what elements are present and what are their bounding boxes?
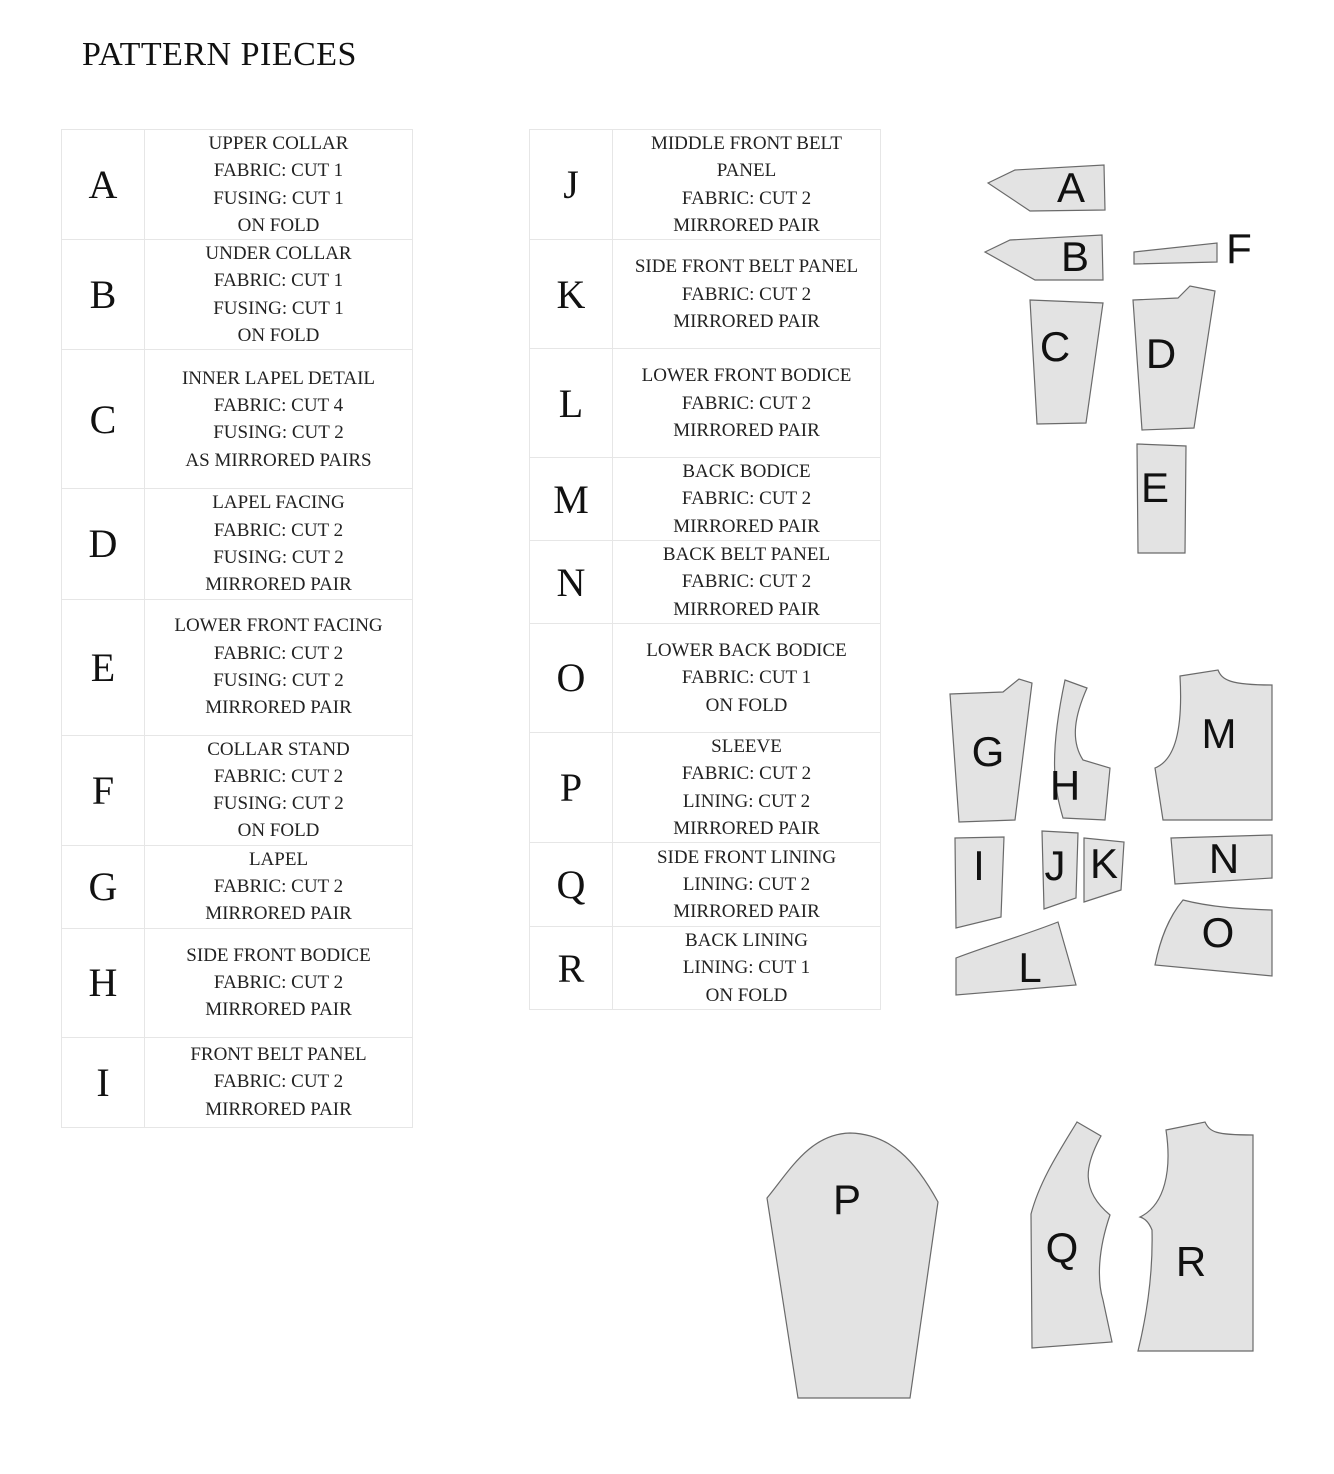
piece-label: J	[1044, 842, 1066, 889]
legend-line: FUSING: CUT 1	[213, 297, 344, 319]
piece-a-shape	[988, 165, 1105, 211]
legend-line: LOWER FRONT FACING	[174, 615, 383, 637]
piece-label: A	[1056, 164, 1086, 211]
legend-line: MIRRORED PAIR	[205, 999, 352, 1021]
legend-line: BACK BELT PANEL	[662, 544, 831, 566]
legend-letter: R	[530, 927, 613, 1010]
legend-line: FABRIC: CUT 1	[681, 667, 812, 689]
legend-line: FABRIC: CUT 2	[681, 283, 812, 305]
piece-k	[1084, 838, 1124, 902]
piece-f	[1134, 225, 1252, 272]
legend-line: SIDE FRONT LINING	[656, 846, 837, 868]
legend-line: ON FOLD	[705, 984, 788, 1006]
legend-line: FUSING: CUT 2	[213, 670, 344, 692]
legend-letter: B	[62, 240, 145, 350]
legend-line: FABRIC: CUT 1	[213, 160, 344, 182]
piece-i	[955, 837, 1004, 928]
page-title: PATTERN PIECES	[82, 36, 357, 73]
legend-letter: F	[62, 735, 145, 845]
piece-o	[1155, 900, 1272, 976]
piece-label: B	[1060, 233, 1090, 280]
legend-letter: J	[530, 130, 613, 240]
legend-line: FABRIC: CUT 2	[213, 1071, 344, 1093]
legend-line: LINING: CUT 2	[682, 874, 811, 895]
legend-letter: E	[62, 599, 145, 735]
legend-letter: Q	[530, 843, 613, 927]
legend-line: MIRRORED PAIR	[205, 574, 352, 596]
legend-line: FABRIC: CUT 2	[213, 765, 344, 787]
legend-line: FRONT BELT PANEL	[190, 1044, 367, 1066]
piece-label: E	[1140, 464, 1170, 511]
piece-l-shape	[956, 922, 1076, 995]
piece-g	[950, 679, 1032, 822]
legend-letter: M	[530, 458, 613, 541]
legend-line: FABRIC: CUT 2	[681, 763, 812, 785]
legend-letter: A	[62, 130, 145, 240]
piece-r	[1138, 1122, 1253, 1351]
legend-line: LINING: CUT 2	[682, 790, 811, 812]
piece-label: I	[973, 842, 985, 889]
legend-letter: O	[530, 623, 613, 732]
legend-line: FABRIC: CUT 1	[213, 270, 344, 292]
piece-c	[1030, 300, 1103, 424]
legend-line: FUSING: CUT 2	[213, 546, 344, 568]
legend-line: MIRRORED PAIR	[205, 903, 352, 925]
legend-line: FABRIC: CUT 2	[213, 519, 344, 541]
legend-line: MIRRORED PAIR	[205, 697, 352, 719]
legend-line: FABRIC: CUT 2	[681, 571, 812, 593]
legend-line: COLLAR STAND	[207, 738, 350, 760]
legend-line: FABRIC: CUT 4	[213, 395, 344, 417]
legend-line: FABRIC: CUT 2	[213, 642, 344, 664]
piece-p-shape	[767, 1133, 938, 1398]
legend-line: MIRRORED PAIR	[673, 817, 820, 839]
piece-h	[1050, 680, 1110, 820]
piece-e	[1137, 444, 1186, 553]
legend-line: MIRRORED PAIR	[673, 214, 820, 236]
legend-line: FUSING: CUT 2	[213, 793, 344, 815]
legend-line: ON FOLD	[237, 214, 320, 236]
legend-line: MIRRORED PAIR	[673, 901, 820, 923]
legend-line: MIRRORED PAIR	[205, 1098, 352, 1120]
legend-line: FABRIC: CUT 2	[213, 876, 344, 898]
legend-line: MIRRORED PAIR	[673, 310, 820, 332]
legend-line: MIRRORED PAIR	[673, 515, 820, 537]
legend-line: LINING: CUT 1	[682, 957, 811, 979]
legend-line: LOWER BACK BODICE	[646, 640, 847, 662]
legend-line: SIDE FRONT BELT PANEL	[634, 256, 859, 278]
piece-label: O	[1201, 909, 1235, 956]
legend-letter: C	[62, 350, 145, 489]
legend-line: FABRIC: CUT 2	[213, 971, 344, 993]
piece-label: C	[1039, 323, 1071, 370]
piece-label: H	[1049, 762, 1081, 809]
piece-f-shape	[1134, 243, 1217, 264]
legend-line: UPPER COLLAR	[208, 133, 349, 154]
piece-r-shape	[1138, 1122, 1253, 1351]
piece-q	[1031, 1122, 1112, 1348]
legend-letter: G	[62, 845, 145, 928]
legend-line: BACK LINING	[685, 930, 808, 952]
piece-n	[1171, 835, 1272, 884]
piece-label: M	[1201, 710, 1237, 757]
piece-d	[1133, 286, 1215, 430]
legend-line: UNDER COLLAR	[205, 243, 352, 265]
legend-line: INNER LAPEL DETAIL	[181, 367, 375, 389]
piece-label: N	[1208, 835, 1240, 882]
piece-label: K	[1089, 840, 1119, 887]
legend-line: FABRIC: CUT 2	[681, 187, 812, 209]
legend-line: MIDDLE FRONT BELT	[650, 133, 843, 154]
legend-line: ON FOLD	[705, 694, 788, 716]
piece-label: L	[1018, 944, 1042, 991]
legend-line: LAPEL FACING	[212, 492, 345, 514]
piece-l	[956, 922, 1076, 995]
legend-line: MIRRORED PAIR	[673, 419, 820, 441]
legend-line: MIRRORED PAIR	[673, 598, 820, 620]
piece-label: F	[1226, 225, 1252, 272]
legend-letter: P	[530, 732, 613, 842]
piece-p	[767, 1133, 938, 1398]
piece-label: P	[832, 1176, 862, 1223]
legend-line: FABRIC: CUT 2	[681, 392, 812, 414]
legend-line: FABRIC: CUT 2	[681, 488, 812, 510]
legend-line: AS MIRRORED PAIRS	[185, 449, 372, 471]
legend-line: FUSING: CUT 2	[213, 422, 344, 444]
legend-line: BACK BODICE	[682, 461, 811, 483]
legend-line: LOWER FRONT BODICE	[641, 365, 852, 387]
legend-line: ON FOLD	[237, 820, 320, 842]
legend-letter: I	[62, 1037, 145, 1127]
legend-letter: K	[530, 240, 613, 349]
legend-letter: L	[530, 349, 613, 458]
legend-letter: N	[530, 541, 613, 624]
legend-line: ON FOLD	[237, 325, 320, 347]
piece-label: G	[971, 728, 1005, 775]
legend-line: FUSING: CUT 1	[213, 187, 344, 209]
legend-line: PANEL	[716, 160, 777, 182]
legend-letter: H	[62, 928, 145, 1037]
legend-letter: D	[62, 489, 145, 599]
legend-line: SIDE FRONT BODICE	[186, 944, 371, 966]
piece-m	[1155, 670, 1272, 820]
piece-a	[988, 164, 1105, 211]
legend-line: LAPEL	[248, 848, 309, 870]
legend-line: SLEEVE	[711, 735, 782, 757]
piece-j	[1042, 831, 1078, 909]
piece-label: R	[1175, 1238, 1207, 1285]
piece-b	[985, 233, 1103, 280]
piece-label: D	[1145, 330, 1177, 377]
piece-label: Q	[1045, 1224, 1079, 1271]
